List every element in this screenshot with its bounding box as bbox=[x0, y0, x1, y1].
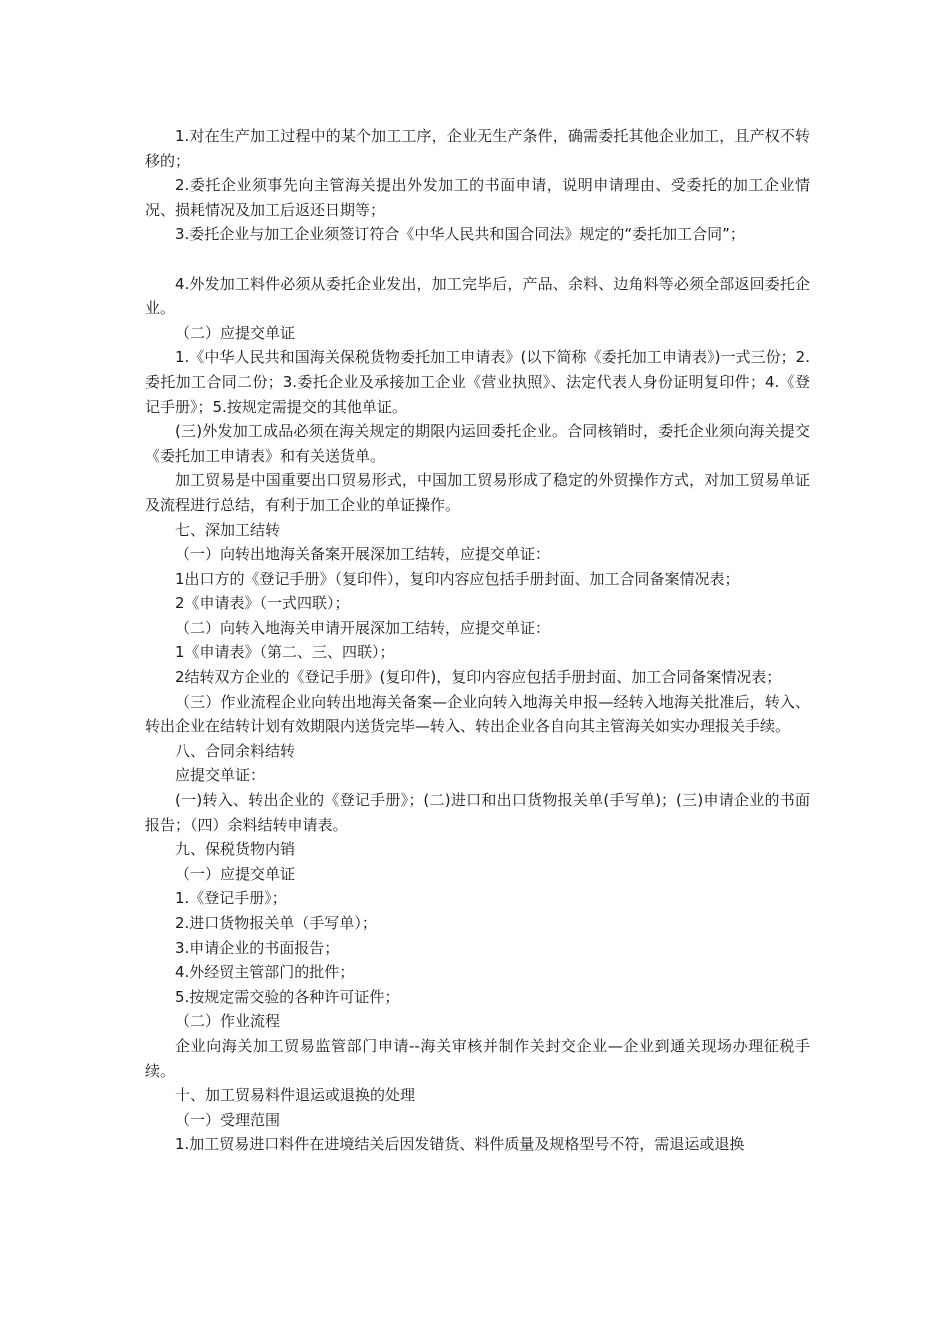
list-item: 2《申请表》（一式四联）； bbox=[175, 594, 350, 613]
paragraph-16: （三）作业流程企业向转出地海关备案—企业向转入地海关申报—经转入地海关批准后，转入、转出企业在结转计划有效期限内送货完毕—转入、转出企业各自向其主管海关如实办理报关手续。 bbox=[145, 692, 810, 736]
subsection-heading: （一）应提交单证 bbox=[175, 864, 296, 883]
subsection-heading: （二）向转入地海关申请开展深加工结转，应提交单证： bbox=[175, 618, 551, 637]
list-item: 2.进口货物报关单（手写单）； bbox=[175, 914, 377, 932]
paragraph-7: (三)外发加工成品必须在海关规定的期限内运回委托企业。合同核销时，委托企业须向海关提交《委托加工申请表》和有关送货单。 bbox=[145, 422, 810, 465]
paragraph-2: 2.委托企业须事先向主管海关提出外发加工的书面申请，说明申请理由、受委托的加工企业情况、损耗情况及加工后返还日期等； bbox=[145, 176, 810, 219]
list-item: 2结转双方企业的《登记手册》(复印件)，复印内容应包括手册封面、加工合同备案情况表； bbox=[175, 668, 782, 687]
subsection-heading: （一）受理范围 bbox=[175, 1110, 281, 1129]
section-heading: 七、深加工结转 bbox=[175, 520, 281, 539]
list-item: 1出口方的《登记手册》（复印件），复印内容应包括手册封面、加工合同备案情况表； bbox=[175, 569, 740, 588]
blank-line bbox=[145, 247, 810, 272]
document-page bbox=[145, 124, 810, 1157]
paragraph-19: (一)转入、转出企业的《登记手册》；(二)进口和出口货物报关单(手写单)；(三)申请企业的书面报告；（四）余料结转申请表。 bbox=[145, 791, 810, 834]
section-heading: 十、加工贸易料件退运或退换的处理 bbox=[175, 1086, 416, 1105]
list-item: 1《申请表》（第二、三、四联）； bbox=[175, 643, 395, 662]
list-item: 1.《登记手册》； bbox=[175, 889, 287, 908]
paragraph-3: 3.委托企业与加工企业须签订符合《中华人民共和国合同法》规定的“委托加工合同”； bbox=[175, 225, 745, 244]
paragraph-4: 4.外发加工料件必须从委托企业发出，加工完毕后，产品、余料、边角料等必须全部返回委托企业。 bbox=[145, 274, 810, 318]
section-heading: 八、合同余料结转 bbox=[175, 741, 296, 760]
paragraph-6: 1.《中华人民共和国海关保税货物委托加工申请表》(以下简称《委托加工申请表》)一式三份；2.委托加工合同二份；3.委托企业及承接加工企业《营业执照》、法定代表人身份证明复印件；4.《登记手册》；5.按规定需提交的其他单证。 bbox=[145, 348, 810, 416]
list-item: 3.申请企业的书面报告； bbox=[175, 938, 340, 957]
list-item: 1.加工贸易进口料件在进境结关后因发错货、料件质量及规格型号不符，需退运或退换 bbox=[175, 1135, 745, 1154]
list-item: 4.外经贸主管部门的批件； bbox=[175, 963, 355, 982]
paragraph-1: 1.对在生产加工过程中的某个加工工序，企业无生产条件，确需委托其他企业加工，且产权不转移的； bbox=[145, 127, 810, 170]
paragraph-28: 企业向海关加工贸易监管部门申请--海关审核并制作关封交企业—企业到通关现场办理征税手续。 bbox=[145, 1036, 810, 1080]
list-item: 5.按规定需交验的各种许可证件； bbox=[175, 987, 400, 1006]
section-heading: （二）应提交单证 bbox=[175, 323, 296, 342]
subsection-heading: （一）向转出地海关备案开展深加工结转，应提交单证： bbox=[175, 545, 551, 564]
paragraph-8: 加工贸易是中国重要出口贸易形式，中国加工贸易形成了稳定的外贸操作方式，对加工贸易单证及流程进行总结，有利于加工企业的单证操作。 bbox=[145, 471, 810, 514]
subsection-heading: 应提交单证： bbox=[175, 766, 266, 785]
section-heading: 九、保税货物内销 bbox=[175, 840, 296, 859]
subsection-heading: （二）作业流程 bbox=[175, 1012, 281, 1031]
